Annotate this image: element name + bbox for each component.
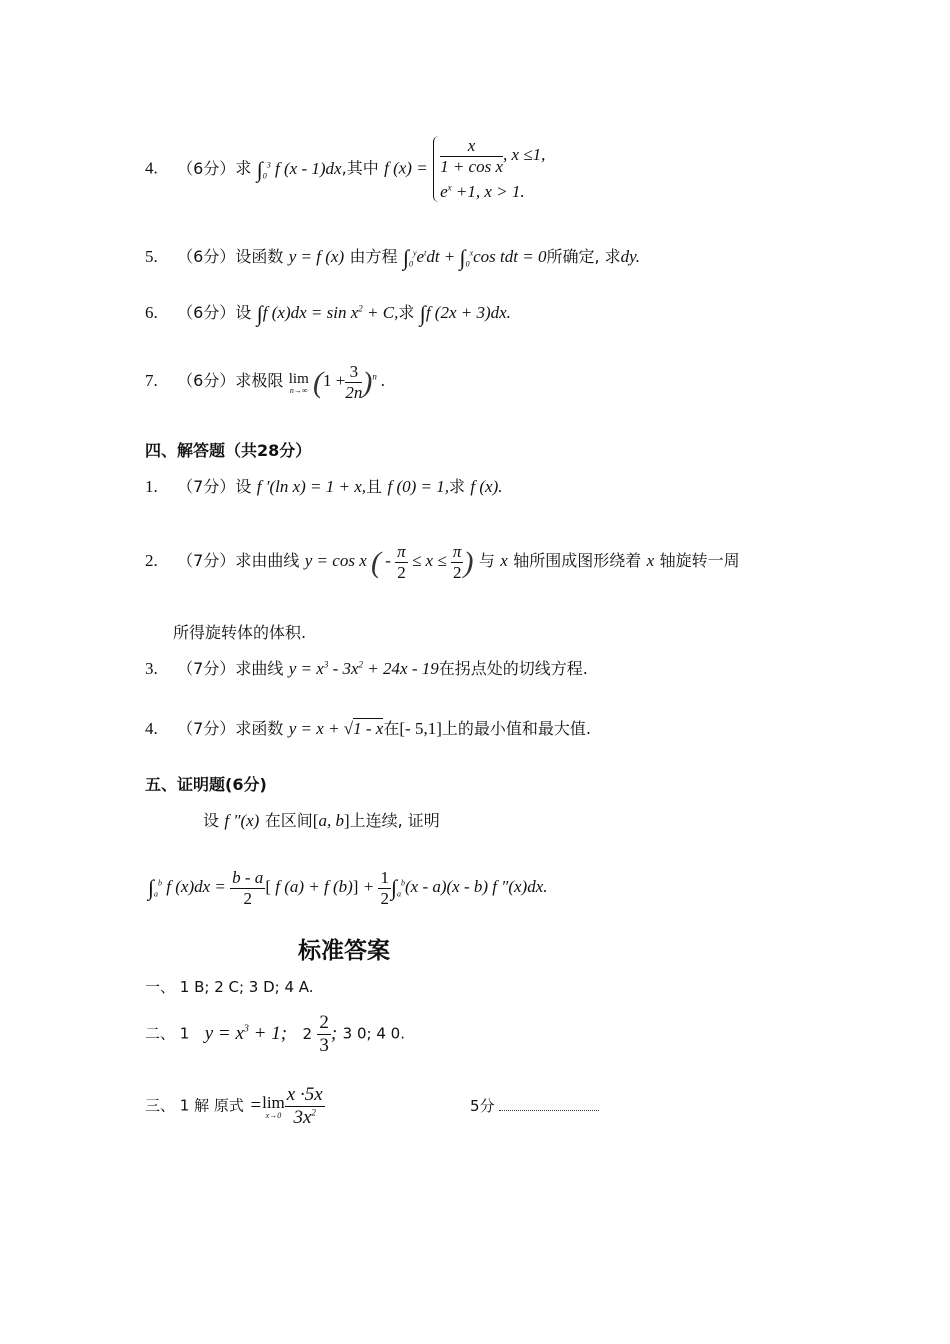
formula: $\int_0^3$ f (x - 1)dx [256,156,342,182]
q-number: 3. [145,659,158,678]
piecewise: $\frac{x}{\text{1 + cos x}}$ , x ≤1, $e^x +1$, x > 1. [433,136,545,202]
score-label: 5分 [470,1096,495,1115]
q-number: 7. [145,370,158,390]
q-text: 设函数 [235,247,284,266]
q-score: （7分） [177,550,236,570]
answers-title: 标准答案 [298,938,390,964]
question-1 [145,474,503,497]
proof-statement [203,808,440,831]
q-number: 5. [145,247,158,266]
q-text: 设 [235,303,252,322]
question-6 [145,300,511,327]
formula: dy. [620,247,641,266]
question-7 [145,362,385,402]
question-3 [145,656,588,679]
formula: ∫f (2x + 3)dx. [419,301,511,326]
q-text: 所确定, 求 [546,247,621,266]
section-heading: 四、解答题（共28分） [145,441,312,460]
formula: ∫f $(x)dx = \sin x^2 + C$, [256,301,399,326]
q-text: ,其中 [341,158,379,178]
q-text: 设 [203,811,220,830]
formula: =lim x→0 $\frac{x \cdot 5x}{3x^2}$ [249,1084,323,1128]
formula: y = cos x ( - $\frac{\pi}{2}$ ≤ x ≤ $\frac{\pi}{2}$ ) [304,542,474,582]
q-text: 轴所围成图形绕着 [513,550,642,570]
score-blank [499,1110,599,1111]
formula: $y = x^3 + 1$; [204,1022,288,1044]
q-text-continued: 所得旋转体的体积. [173,623,307,642]
q-text: 求由曲线 [235,550,300,570]
q-score: （7分） [177,659,236,678]
formula: $\int_0^ye^tdt + \int_0^x\cos$ tdt = 0 [402,245,547,270]
formula: $y = x^3 - 3x^2 + 24x - 19$ [288,659,439,678]
formula: $\frac{2}{3}$ ; [319,1012,338,1056]
q-text: 与 [478,550,495,570]
q-text: 求 [235,158,252,178]
q-score: （6分） [177,247,236,266]
formula: f (x). [470,477,503,496]
q-score: （6分） [177,370,236,390]
q-text: 求 [398,303,415,322]
answers-part3: 三、 1 解 原式 =lim x→0 $\frac{x \cdot 5x}{3x^2}$ 5分 [145,1084,599,1129]
q-text: 求函数 [235,719,284,738]
answers-part2: 二、 1 $y = x^3 + 1$; 2 $\frac{2}{3}$ ; 3 0; 4 0. [145,1012,405,1056]
q-score: （6分） [177,158,236,178]
q-text: 在区间 [264,811,313,830]
formula: y = f (x) [288,247,345,266]
q-score: （6分） [177,303,236,322]
q-number: 1. [145,477,158,496]
formula: f ″(x) [224,811,260,830]
q-number: 4. [145,719,158,738]
q-number: 2. [145,550,158,570]
formula: lim n→∞ (1 + $\frac{3}{2n}$ )$^n$ . [288,362,386,402]
formula: [a, b] [312,811,350,830]
q-text: 求极限 [235,370,284,390]
q-text: 且 [366,477,383,496]
q-text: 轴旋转一周 [659,550,740,570]
proof-formula: $\int_a^b$ f (x)dx = $\frac{b - a}{2}$ [ f (a) + f (b)] + $\frac{1}{2}$ $\int_a^b(x - a)(x - b)$ f ″(x)dx. [148,868,548,908]
question-4 [145,136,545,202]
q-score: （7分） [177,477,236,496]
formula: y = x + √1 - x [288,719,384,738]
formula: [- 5,1] [399,719,442,738]
q-text: 在拐点处的切线方程. [438,659,588,678]
q-text: 求曲线 [235,659,284,678]
answers-part1: 一、 1 B; 2 C; 3 D; 4 A. [145,978,314,996]
formula: f (x) = [384,158,428,178]
formula: f ′(ln x) = 1 + x, [256,477,367,496]
question-4b [145,716,591,739]
q-text: 上的最小值和最大值. [441,719,591,738]
q-text: 设 [235,477,252,496]
q-text: 上连续, 证明 [349,811,440,830]
q-text: 求 [449,477,466,496]
question-5 [145,244,640,271]
section-heading: 五、证明题(6分) [145,775,267,794]
q-text: 由方程 [349,247,398,266]
q-number: 4. [145,158,158,178]
question-2: 2. （7分）求由曲线 y = cos x ( - $\frac{\pi}{2}$ ≤ x ≤ $\frac{\pi}{2}$ ) 与 x 轴所围成图形绕着 x 轴旋转一周 [145,542,740,582]
q-text: 在 [383,719,400,738]
q-score: （7分） [177,719,236,738]
formula: f (0) = 1, [387,477,449,496]
q-number: 6. [145,303,158,322]
